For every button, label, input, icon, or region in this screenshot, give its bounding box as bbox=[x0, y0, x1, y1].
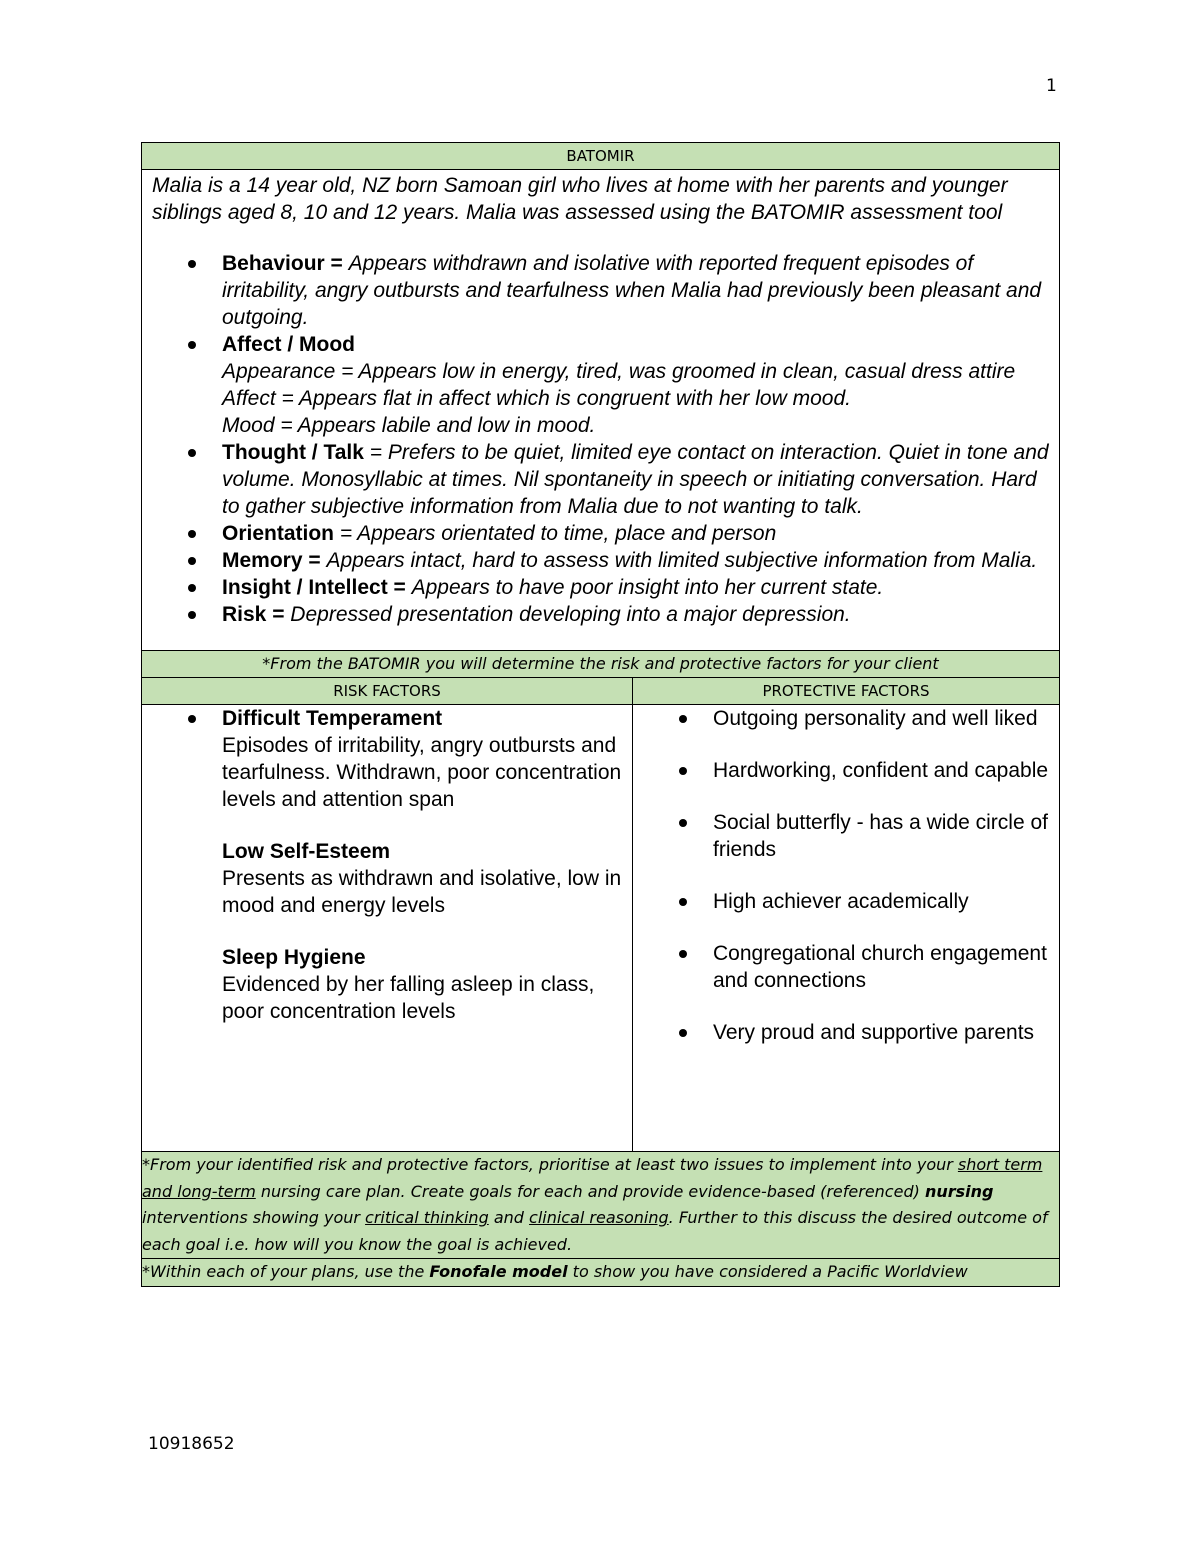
item-text: = Prefers to be quiet, limited eye contact on interaction. Quiet in tone and volume. Monosyllabic at times. Nil spontaneity in speech or initiating conversation. Hard to gather subjective information from Malia due to not wanting to talk. bbox=[222, 441, 1049, 518]
item-label: Thought / Talk bbox=[222, 441, 364, 464]
intro-text: Malia is a 14 year old, NZ born Samoan girl who lives at home with her parents and younger siblings aged 8, 10 and 12 years. Malia was assessed using the BATOMIR assessment tool bbox=[152, 174, 1008, 224]
protective-factors-cell bbox=[633, 705, 1060, 1152]
bold-text: nursing bbox=[924, 1181, 994, 1201]
protective-item: Very proud and supportive parents bbox=[713, 1019, 1059, 1046]
list-item-memory bbox=[222, 547, 1059, 574]
bold-text: Fonofale model bbox=[429, 1262, 568, 1281]
text-span: *Within each of your plans, use the bbox=[142, 1262, 430, 1281]
text-span: . Further to this discuss the desired outcome of each goal i.e. how will you know the goal is achieved. bbox=[142, 1208, 1048, 1254]
risk-factors-cell bbox=[142, 705, 633, 1152]
text-span: and bbox=[488, 1208, 530, 1227]
underlined-text: short term and long-term bbox=[142, 1155, 1043, 1201]
item-label: Affect / Mood bbox=[222, 333, 355, 356]
risk-text: Presents as withdrawn and isolative, low in mood and energy levels bbox=[222, 867, 622, 917]
underlined-text: clinical reasoning bbox=[529, 1208, 669, 1227]
item-text: = Appears orientated to time, place and person bbox=[334, 522, 777, 545]
assessment-cell bbox=[142, 170, 1060, 651]
item-text: Appearance = Appears low in energy, tired, was groomed in clean, casual dress attire bbox=[222, 360, 1016, 383]
risk-title: Low Self-Esteem bbox=[222, 840, 391, 863]
item-text: Depressed presentation developing into a major depression. bbox=[290, 603, 851, 626]
batomir-header: BATOMIR bbox=[142, 143, 1060, 170]
list-item-thought-talk bbox=[222, 439, 1059, 520]
risk-text: Evidenced by her falling asleep in class, poor concentration levels bbox=[222, 973, 595, 1023]
list-item-behaviour bbox=[222, 250, 1059, 331]
protective-item: Outgoing personality and well liked bbox=[713, 705, 1059, 732]
protective-item: High achiever academically bbox=[713, 888, 1059, 915]
risk-text: Episodes of irritability, angry outbursts and tearfulness. Withdrawn, poor concentration levels and attention span bbox=[222, 734, 622, 811]
item-label: Behaviour = bbox=[222, 252, 349, 275]
list-item-orientation bbox=[222, 520, 1059, 547]
risk-factors-header: RISK FACTORS bbox=[142, 678, 633, 705]
item-label: Insight / Intellect = bbox=[222, 576, 412, 599]
text-span: nursing care plan. Create goals for each and provide evidence-based (referenced) bbox=[255, 1181, 925, 1201]
item-text: Appears withdrawn and isolative with reported frequent episodes of irritability, angry outbursts and tearfulness when Malia had previously been pleasant and outgoing. bbox=[222, 252, 1042, 329]
item-label: Orientation bbox=[222, 522, 335, 545]
risk-factor bbox=[222, 705, 622, 813]
page-number: 1 bbox=[1046, 76, 1057, 96]
batomir-list bbox=[142, 250, 1059, 628]
risk-title: Difficult Temperament bbox=[222, 707, 443, 730]
item-text: Mood = Appears labile and low in mood. bbox=[222, 414, 596, 437]
list-item-affect-mood bbox=[222, 331, 1059, 439]
underlined-text: critical thinking bbox=[365, 1208, 489, 1227]
protective-item: Congregational church engagement and connections bbox=[713, 940, 1059, 994]
text-span: *From your identified risk and protective factors, prioritise at least two issues to implement into your bbox=[142, 1155, 958, 1174]
protective-list bbox=[633, 705, 1059, 1046]
protective-item: Hardworking, confident and capable bbox=[713, 757, 1059, 784]
protective-factors-header: PROTECTIVE FACTORS bbox=[633, 678, 1060, 705]
item-label: Memory = bbox=[222, 549, 327, 572]
batomir-table bbox=[141, 142, 1060, 1287]
protective-item: Social butterfly - has a wide circle of friends bbox=[713, 809, 1059, 863]
list-item-insight bbox=[222, 574, 1059, 601]
fonofale-instruction bbox=[142, 1259, 1060, 1287]
risk-title: Sleep Hygiene bbox=[222, 946, 366, 969]
batomir-note: *From the BATOMIR you will determine the risk and protective factors for your client bbox=[142, 651, 1060, 678]
item-text: Appears intact, hard to assess with limited subjective information from Malia. bbox=[326, 549, 1038, 572]
item-label: Risk = bbox=[222, 603, 291, 626]
item-text: Appears to have poor insight into her current state. bbox=[411, 576, 884, 599]
text-span: to show you have considered a Pacific Worldview bbox=[567, 1262, 968, 1281]
risk-factor bbox=[222, 944, 622, 1025]
footer-student-id: 10918652 bbox=[148, 1434, 235, 1454]
item-text: Affect = Appears flat in affect which is congruent with her low mood. bbox=[222, 387, 851, 410]
list-item-risk bbox=[222, 601, 1059, 628]
bullet-icon bbox=[188, 715, 196, 723]
risk-factor bbox=[222, 838, 622, 919]
care-plan-instructions bbox=[142, 1152, 1060, 1259]
text-span: interventions showing your bbox=[142, 1208, 366, 1227]
